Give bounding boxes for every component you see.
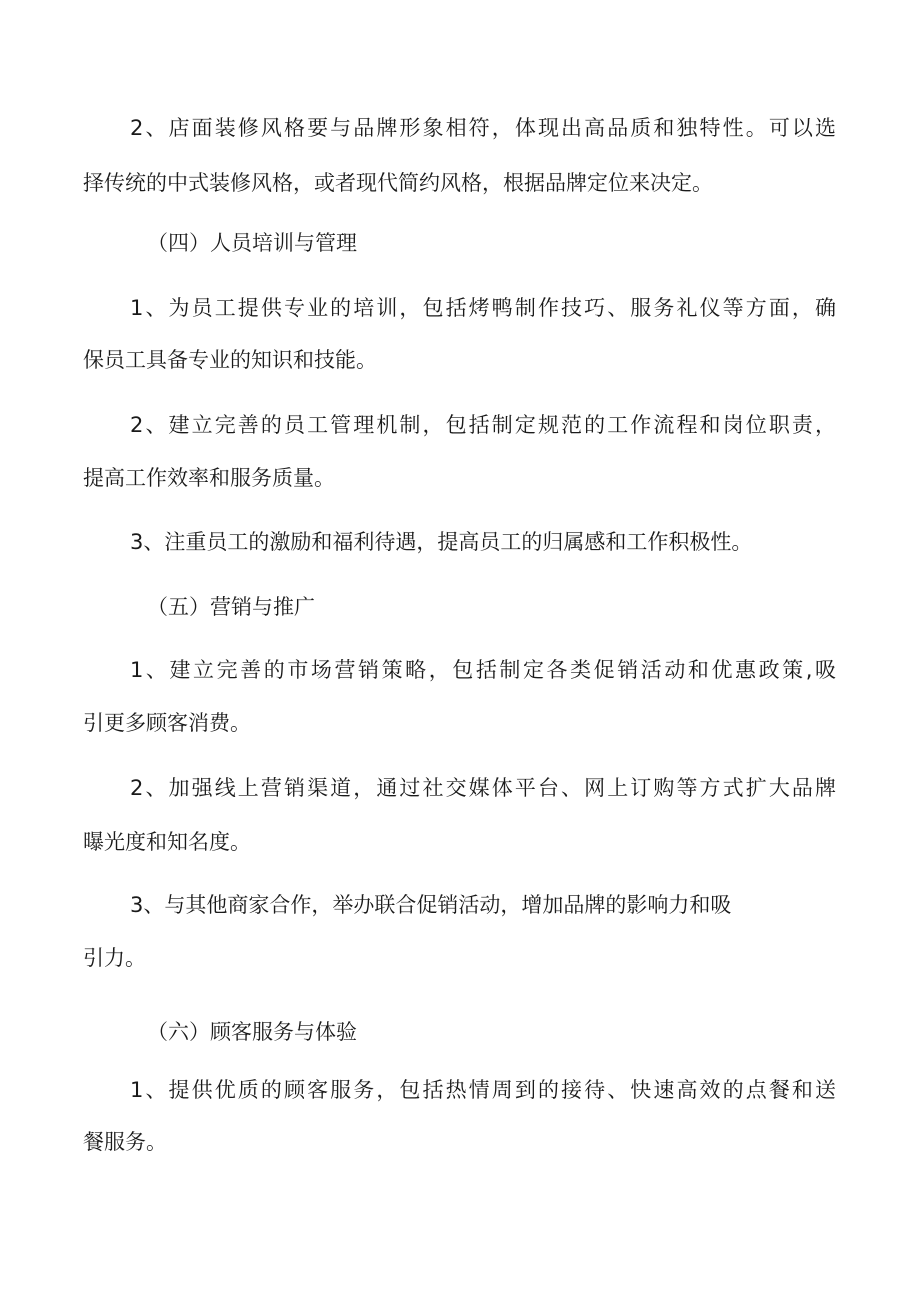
paragraph-marketing-strategy-line-2: 引更多顾客消费。	[83, 711, 251, 735]
paragraph-customer-service-line-2: 餐服务。	[83, 1130, 167, 1154]
section-heading-customer-service: （六）顾客服务与体验	[147, 1020, 357, 1044]
section-heading-staff-training: （四）人员培训与管理	[147, 231, 357, 255]
paragraph-store-decoration-line-1: 2、店面装修风格要与品牌形象相符，体现出高品质和独特性。可以选	[130, 116, 836, 140]
section-heading-marketing: （五）营销与推广	[147, 595, 315, 619]
paragraph-store-decoration-line-2: 择传统的中式装修风格，或者现代简约风格，根据品牌定位来决定。	[83, 171, 713, 195]
paragraph-customer-service-line-1: 1、提供优质的顾客服务，包括热情周到的接待、快速高效的点餐和送	[130, 1078, 836, 1102]
paragraph-training-line-1: 1、为员工提供专业的培训，包括烤鸭制作技巧、服务礼仪等方面，确	[130, 296, 836, 320]
paragraph-online-channels-line-1: 2、加强线上营销渠道，通过社交媒体平台、网上订购等方式扩大品牌	[130, 776, 836, 800]
paragraph-management-line-1: 2、建立完善的员工管理机制，包括制定规范的工作流程和岗位职责，	[130, 413, 836, 437]
paragraph-partnership-line-2: 引力。	[83, 946, 146, 970]
paragraph-partnership-line-1: 3、与其他商家合作，举办联合促销活动，增加品牌的影响力和吸	[130, 893, 732, 917]
paragraph-online-channels-line-2: 曝光度和知名度。	[83, 830, 251, 854]
paragraph-marketing-strategy-line-1: 1、建立完善的市场营销策略，包括制定各类促销活动和优惠政策,吸	[130, 658, 836, 682]
paragraph-management-line-2: 提高工作效率和服务质量。	[83, 466, 335, 490]
paragraph-training-line-2: 保员工具备专业的知识和技能。	[83, 348, 377, 372]
paragraph-incentives-line-1: 3、注重员工的激励和福利待遇，提高员工的归属感和工作积极性。	[130, 530, 753, 554]
